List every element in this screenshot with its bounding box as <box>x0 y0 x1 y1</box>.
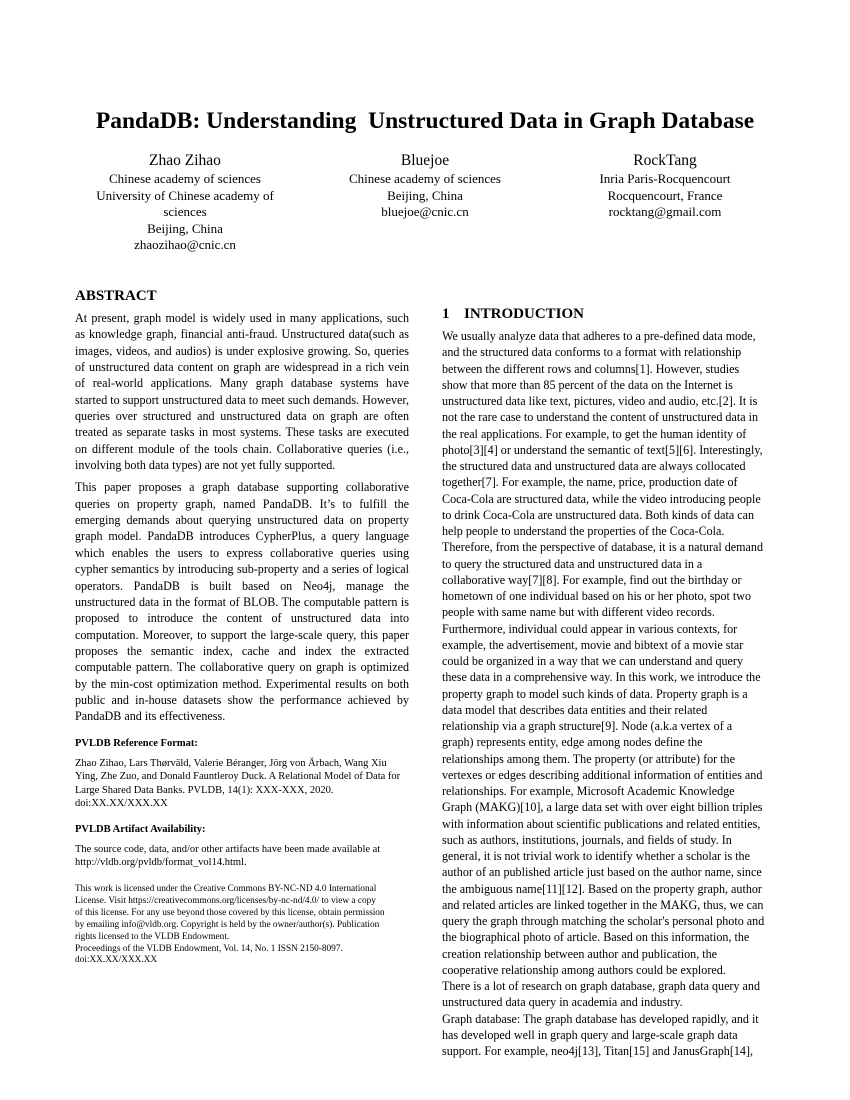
license-line: This work is licensed under the Creative Commons BY-NC-ND 4.0 International <box>75 884 377 894</box>
author-2 <box>325 151 525 221</box>
abstract-paragraph: This paper proposes a graph database supporting collaborative queries on property graph, named PandaDB. It’s to fulfill the emerging demands about querying unstructured data on property graph model. PandaDB introduces CypherPlus, a query language which enables the users to express collaborative queries using cypher semantics by introducing sub-property and a series of logical operators. PandaDB is built based on Neo4j, manage the unstructured data in the format of BLOB. The computable pattern is proposed to introduce the content of unstructured data into computation. Moreover, to support the large-scale query, this paper proposes the semantic index, cache and index the extracted computable pattern. The collaborative query on graph is optimized by the min-cost optimization method. Experimental results on both public and in-house datasets show the performance achieved by PandaDB and its effectiveness. <box>75 480 409 724</box>
introduction-line: Graph (MAKG)[10], a large data set with over eight billion triples <box>442 800 763 815</box>
author-email: bluejoe@cnic.cn <box>381 204 469 220</box>
introduction-line: these data in a comprehensive way. In this work, we introduce the <box>442 670 761 685</box>
author-name: Zhao Zihao <box>149 152 221 169</box>
introduction-line: Therefore, from the perspective of database, it is a natural demand <box>442 540 764 555</box>
author-location: Rocquencourt, France <box>607 187 723 203</box>
introduction-line: general, it is not trivial work to identify whether a scholar is the <box>442 849 750 863</box>
introduction-line: the structured data and unstructured data are always collocated <box>442 459 746 473</box>
author-affiliation: sciences <box>163 204 207 220</box>
introduction-line: people with same name but with different video records. <box>442 605 715 620</box>
author-email: zhaozihao@cnic.cn <box>134 237 236 253</box>
introduction-line: example, the advertisement, movie and bibtext of a movie star <box>442 637 744 652</box>
abstract-paragraph: At present, graph model is widely used in many applications, such as knowledge graph, financial anti-fraud. Unstructured data(such as images, videos, and audios) is under explosive growing. So, queries of unstructured data content on graph are widespread in a rich vein of real-world applications. Many graph database systems have started to support unstructured data to meet such demands. However, queries over structured and unstructured data on graph are often treated as separate tasks in most systems. These tasks are executed on different module of the tools chain. Collaborative queries (i.e., involving both data types) are not yet fully supported. <box>75 311 409 473</box>
introduction-line: hometown of one individual based on his or her photo, spot two <box>442 589 752 603</box>
author-email: rocktang@gmail.com <box>608 204 722 220</box>
introduction-line: together[7]. For example, the name, price, production date of <box>442 475 738 490</box>
introduction-line: There is a lot of research on graph database, graph data query and <box>442 979 760 993</box>
author-affiliation: University of Chinese academy of <box>96 187 274 203</box>
introduction-heading <box>442 304 776 324</box>
author-affiliation: Inria Paris-Rocquencourt <box>599 171 731 186</box>
introduction-line: could be organized in a way that we can understand and query <box>442 654 744 668</box>
license-line: of this license. For any use beyond those covered by this license, obtain permission <box>75 907 385 918</box>
introduction-line: and related articles are linked together in the MAKG, thus, we can <box>442 897 764 912</box>
introduction-line: data model that describes data entities and their related <box>442 702 708 717</box>
author-affiliation: Chinese academy of sciences <box>109 171 261 186</box>
introduction-line: graph) represents entity, edge among nodes define the <box>442 735 703 750</box>
author-location: Beijing, China <box>147 220 223 236</box>
artifact-heading: PVLDB Artifact Availability: <box>75 823 206 835</box>
license-line: doi:XX.XX/XXX.XX <box>75 955 158 966</box>
author-3 <box>565 151 765 221</box>
introduction-line: such as authors, institutions, journals, and fields of study. In <box>442 832 732 847</box>
right-column <box>442 304 776 1059</box>
introduction-line: support. For example, neo4j[13], Titan[15] and JanusGraph[14], <box>442 1044 754 1058</box>
introduction-line: collaborative way[7][8]. For example, find out the birthday or <box>442 572 742 587</box>
introduction-line: photo[3][4] or understand the semantic of text[5][6]. Interestingly, <box>442 442 763 457</box>
author-1 <box>85 151 285 254</box>
introduction-line: creation relationship between author and publication, the <box>442 946 718 961</box>
introduction-line: vertexes or edges describing additional information of entities and <box>442 767 763 782</box>
paper-title: PandaDB: Understanding Unstructured Data in Graph Database <box>95 108 755 134</box>
author-location: Beijing, China <box>387 187 463 203</box>
license-notice <box>75 884 410 967</box>
license-line: License. Visit https://creativecommons.org/licenses/by-nc-nd/4.0/ to view a copy <box>75 895 376 906</box>
reference-format-doi: doi:XX.XX/XXX.XX <box>75 798 168 810</box>
introduction-line: between the different rows and columns[1]. However, studies <box>442 361 740 376</box>
introduction-line: to drink Coca-Cola are unstructured data. Both kinds of data can <box>442 507 754 522</box>
introduction-line: has developed well in graph query and large-scale graph data <box>442 1027 738 1042</box>
introduction-line: show that more than 85 percent of the data on the Internet is <box>442 377 733 392</box>
introduction-body <box>442 328 776 1059</box>
author-name: RockTang <box>633 152 697 169</box>
section-title: INTRODUCTION <box>464 306 585 322</box>
introduction-line: author of an published article just based on the author name, since <box>442 865 762 880</box>
introduction-line: query the graph through matching the scholar's personal photo and <box>442 914 765 928</box>
introduction-line: with information about scientific publications and related entities, <box>442 816 761 831</box>
introduction-line: cooperative relationship among authors could be explored. <box>442 962 726 977</box>
introduction-line: the ambiguous name[11][12]. Based on the property graph, author <box>442 881 762 896</box>
introduction-line: property graph to model such kinds of data. Property graph is a <box>442 686 748 701</box>
abstract-heading: ABSTRACT <box>75 288 157 304</box>
introduction-line: the real applications. For example, to get the human identity of <box>442 426 747 441</box>
reference-format-heading: PVLDB Reference Format: <box>75 737 198 749</box>
introduction-line: relationship via a graph structure[9]. Node (a.k.a vertex of a <box>442 719 733 733</box>
license-line: by emailing info@vldb.org. Copyright is held by the owner/author(s). Publication <box>75 919 380 930</box>
artifact-text: The source code, data, and/or other artifacts have been made available at http://vldb.org/pvldb/format_vol14.html. <box>75 843 381 869</box>
author-affiliation: Chinese academy of sciences <box>349 171 501 186</box>
introduction-line: unstructured data like text, pictures, video and audio, etc.[2]. It is <box>442 394 758 408</box>
introduction-line: Furthermore, individual could appear in various contexts, for <box>442 621 738 636</box>
license-line: Proceedings of the VLDB Endowment, Vol. 14, No. 1 ISSN 2150-8097. <box>75 943 343 954</box>
introduction-line: not the rare case to understand the content of unstructured data in <box>442 410 759 425</box>
introduction-line: the biographical photo of article. Based on this information, the <box>442 930 750 945</box>
section-number: 1 <box>442 306 450 322</box>
reference-format-text: Zhao Zihao, Lars Thørväld, Valerie Béranger, Jörg von Ärbach, Wang Xiu Ying, Zhe Zuo, and Donald Fauntleroy Duck. A Relational Model of Data for Large Shared Data Banks. PVLDB, 14(1): XXX-XXX, 2020. <box>75 757 401 796</box>
left-column <box>75 286 409 870</box>
introduction-line: relationships among them. The property (or attribute) for the <box>442 751 735 766</box>
introduction-line: to query the structured data and unstructured data in a <box>442 556 703 571</box>
introduction-line: unstructured data query in academia and industry. <box>442 995 683 1010</box>
introduction-line: and the structured data conforms to a format with relationship <box>442 345 742 360</box>
introduction-line: relationships. For example, Microsoft Academic Knowledge <box>442 784 735 798</box>
author-name: Bluejoe <box>400 152 450 169</box>
introduction-line: Graph database: The graph database has developed rapidly, and it <box>442 1011 759 1026</box>
introduction-line: Coca-Cola are structured data, while the video introducing people <box>442 491 761 506</box>
introduction-line: help people to understand the properties of the Coca-Cola. <box>442 524 725 538</box>
license-line: rights licensed to the VLDB Endowment. <box>75 931 230 942</box>
introduction-line: We usually analyze data that adheres to a pre-defined data mode, <box>442 329 756 343</box>
